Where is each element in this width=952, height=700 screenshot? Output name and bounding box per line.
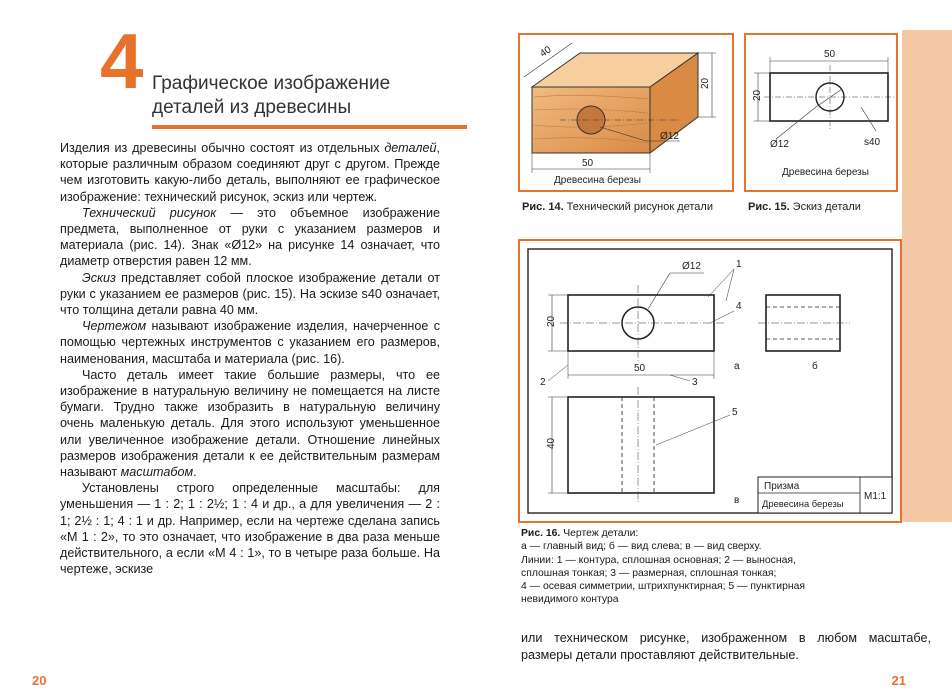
paragraph-text: — это объемное изображение предмета, выполненное от руки с указанием размеров и материала (рис. 14). Знак «Ø12» на рисунке 14 означает, что диаметр отверстия равен 12 мм. xyxy=(60,205,440,269)
fig15-dim-s: s40 xyxy=(864,137,881,148)
fig16-caption-line xyxy=(521,554,861,567)
paragraph xyxy=(60,205,440,270)
fig14-caption-text: Технический рисунок детали xyxy=(563,201,713,213)
fig14-frame xyxy=(518,33,734,192)
fig16-caption-text: Чертеж детали: xyxy=(560,528,639,539)
fig16-dim-height: 40 xyxy=(546,437,557,449)
fig14-caption xyxy=(522,200,732,214)
fig16-leader1: 1 xyxy=(736,259,742,270)
fig16-caption-line xyxy=(521,593,861,606)
fig15-dim-side: 20 xyxy=(752,89,763,101)
right-page xyxy=(476,0,952,700)
fig15-dim-top: 50 xyxy=(824,49,836,60)
fig15-drawing xyxy=(746,35,896,190)
margin-strip xyxy=(902,30,952,522)
fig16-leader4: 4 xyxy=(736,301,742,312)
chapter-number: 4 xyxy=(100,17,144,105)
fig16-dim-side: 20 xyxy=(546,315,557,327)
term: масштабом xyxy=(120,465,194,480)
chapter-title-line1: Графическое изображение xyxy=(152,73,391,94)
fig16-leader5: 5 xyxy=(732,407,738,418)
stamp-material: Древесина березы xyxy=(762,498,844,509)
fig16-caption-line xyxy=(521,567,861,580)
fig16-caption-text: сплошная тонкая; 3 — размерная, сплошная тонкая; xyxy=(521,567,777,579)
term: деталей xyxy=(384,141,437,155)
chapter-title-line2: деталей из древесины xyxy=(152,97,352,118)
paragraph-text: Часто деталь имеет такие большие размеры, что ее изображение в натуральную величину не помещается на листе бумаги. Трудно также изобразить в натуральную величину очень маленькую деталь. Для этого используют уменьшенное или увеличенное изображение детали. Отношение линейных размеров изображения детали к ее действительным размерам называют xyxy=(60,367,440,480)
chapter-title xyxy=(152,72,390,120)
right-body-text: или техническом рисунке, изображенном в любом масштабе, размеры детали проставляют действительные. xyxy=(521,631,931,662)
fig16-caption-text: невидимого контура xyxy=(521,594,619,606)
fig15-caption-text: Эскиз детали xyxy=(789,201,861,213)
title-underline xyxy=(152,125,467,129)
fig16-drawing xyxy=(520,241,900,521)
paragraph-text: называют изображение изделия, начерченное с помощью чертежных инструментов с указанием его размеров, наименования, масштаба и материала (рис. 16). xyxy=(60,319,440,366)
paragraph-text: , которые различным образом соединяют друг с другом. Прежде чем изготовить какую-либо деталь, выполняют ее графическое изображение: технический рисунок, эскиз или чертеж. xyxy=(60,141,440,204)
paragraph xyxy=(60,367,440,480)
stamp-name: Призма xyxy=(764,481,800,492)
term: Технический рисунок xyxy=(82,205,217,220)
fig14-material: Древесина березы xyxy=(554,175,641,186)
fig16-view-a: а xyxy=(734,361,740,372)
fig16-caption-text: а — главный вид; б — вид слева; в — вид сверху. xyxy=(521,541,762,553)
stamp-scale: М1:1 xyxy=(864,491,887,502)
fig16-caption-line xyxy=(521,580,861,593)
fig16-caption xyxy=(521,527,861,607)
fig16-leader2: 2 xyxy=(540,377,546,388)
fig14-dim-bottom: 50 xyxy=(582,158,594,169)
fig16-dim-bottom: 50 xyxy=(634,363,646,374)
fig16-caption-line xyxy=(521,527,861,540)
paragraph-text: . xyxy=(193,465,197,480)
fig16-dim-hole: Ø12 xyxy=(682,261,701,272)
fig16-caption-text: Линии: 1 — контура, сплошная основная; 2 — выносная, xyxy=(521,554,796,566)
paragraph-text: Установлены строго определенные масштабы: для уменьшения — 1 : 2; 1 : 2½; 1 : 4 и др., а для увеличения — 2 : 1; 2½ : 1; 4 : 1 и др. Например, если на чертеже сделана запись «М 1 : 2», то это означает, что изображение в два раза меньше действительного, а если «М 4 : 1», то в четыре раза больше. На чертеже, эскизе xyxy=(60,481,440,577)
fig14-dim-top: 40 xyxy=(538,44,554,60)
fig15-material: Древесина березы xyxy=(782,167,869,178)
fig14-caption-bold: Рис. 14. xyxy=(522,201,564,213)
fig16-view-v: в xyxy=(734,495,740,506)
fig15-caption-bold: Рис. 15. xyxy=(748,201,790,213)
term: Чертежом xyxy=(82,319,147,334)
paragraph-text: Изделия из древесины обычно состоят из отдельных xyxy=(60,141,385,155)
paragraph-text: представляет собой плоское изображение детали от руки с указанием ее размеров (рис. 15). На эскизе s40 означает, что толщина детали равна 40 мм. xyxy=(60,270,440,318)
paragraph xyxy=(60,318,440,367)
page-number-right: 21 xyxy=(891,673,906,688)
paragraph xyxy=(60,270,440,319)
fig16-leader3: 3 xyxy=(692,377,698,388)
page-number-left: 20 xyxy=(32,673,47,688)
body-text xyxy=(60,140,440,577)
paragraph xyxy=(60,140,440,205)
term: Эскиз xyxy=(82,270,116,285)
fig14-dim-side: 20 xyxy=(700,77,711,89)
fig16-caption-bold: Рис. 16. xyxy=(521,528,561,539)
fig15-dim-hole: Ø12 xyxy=(770,139,789,150)
fig15-frame xyxy=(744,33,898,192)
fig14-dim-hole: Ø12 xyxy=(660,131,679,142)
fig16-caption-line xyxy=(521,540,861,553)
fig15-caption xyxy=(748,200,898,214)
fig16-caption-text: 4 — осевая симметрии, штрихпунктирная; 5 — пунктирная xyxy=(521,581,806,593)
fig14-drawing xyxy=(520,35,732,190)
fig16-frame xyxy=(518,239,902,523)
fig16-view-b: б xyxy=(812,361,818,372)
paragraph xyxy=(60,480,440,577)
